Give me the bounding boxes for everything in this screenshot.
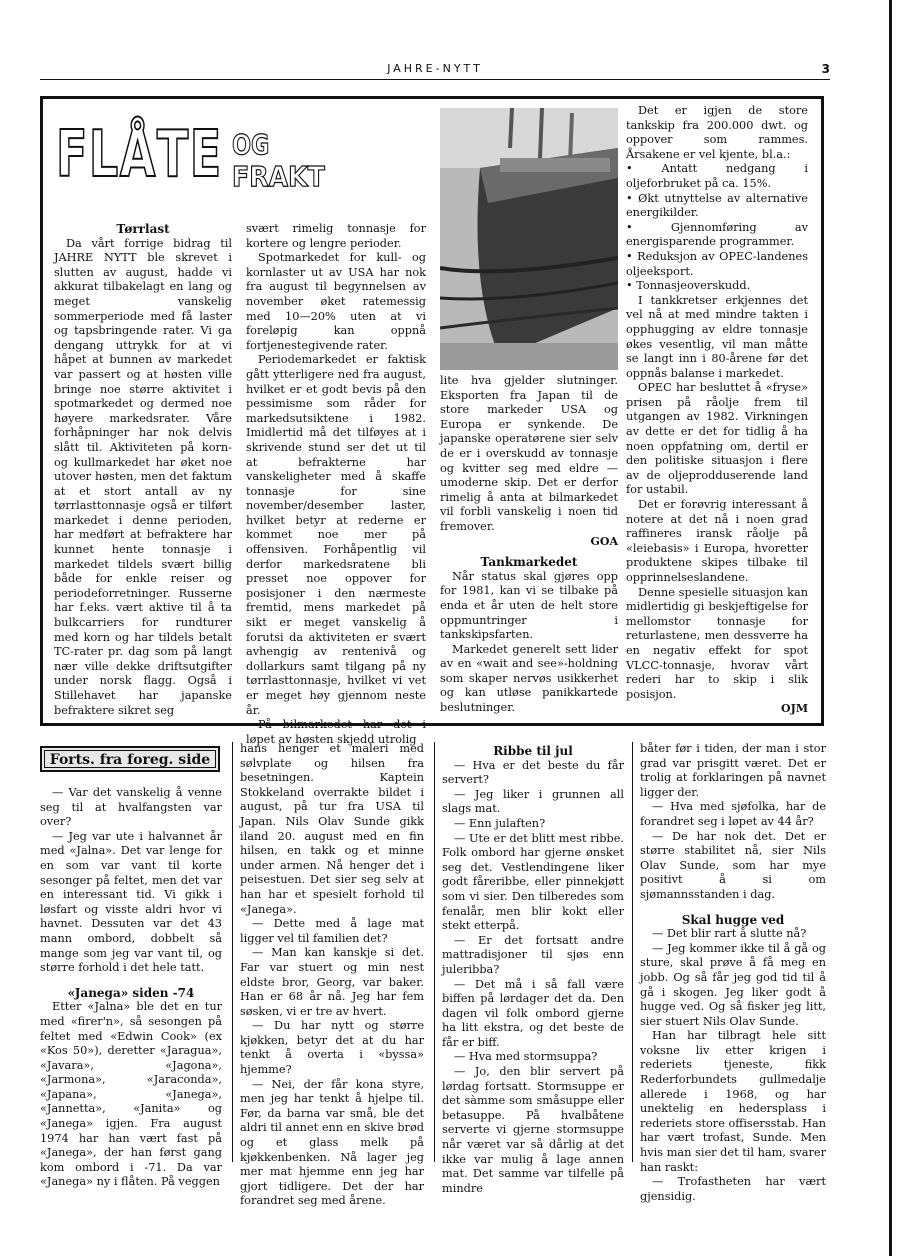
paragraph: Da vårt forrige bidrag til JAHRE NYTT ble skrevet i slutten av august, hadde vi akkurat tilbakelagt en lang og meget vanskelig sommerperiode med få laster og tapsbringende rater. Vi ga dengang uttrykk for at vi håpet at bunnen av markedet var passert og at høsten ville bringe noe større aktivitet i spotmarkedet og dermed noe høyere markedsrater. Våre forhåpninger har nok delvis slått til. Aktiviteten på korn- og kullmarkedet har øket noe utover høsten, men det faktum at et stort antall av ny tørrlasttonnasje også er tilført markedet i denne perioden, har medført at befraktere har kunnet hente tonnasje i markedet tildels svært billig både for enkle reiser og periodeforretninger. Russerne har f.eks. vært aktive til å ta bulkcarriers for rundturer med korn og har tildels betalt TC-rater pr. dag som på langt nær ville dekke driftsutgifter under norsk flagg. Også i Stillehavet har japanske befraktere sikret seg [54,236,232,717]
bullet-item: • Økt utnyttelse av alternative energikilder. [626,191,808,220]
paragraph: — Det må i så fall være biffen på lørdager det da. Den dagen vil folk ombord gjerne ha litt ekstra, og det beste de får er biff. [442,977,624,1049]
article-column-1 [54,222,232,718]
paragraph: svært rimelig tonnasje for kortere og lengre perioder. [246,222,426,250]
title-flate: FLÅTE [56,118,223,192]
paragraph: Det er forøvrig interessant å notere at det nå i noen grad raffineres iransk råolje på «leiebasis» i Europa, hvoretter produktene skipes tilbake til opprinnelseslandene. [626,498,808,584]
ship-photo [440,108,618,370]
section-heading-janega: «Janega» siden -74 [67,985,195,1000]
continued-from-previous-label [40,746,220,772]
paragraph: Etter «Jalna» ble det en tur med «firer'n», så sesongen på feltet med «Edwin Cook» (ex «Kos 50»), deretter «Jaragua», «Javara», «Jagona», «Jarmona», «Jaraconda», «Japana», «Janega», «Jannetta», «Janita» og «Janega» igjen. Fra august 1974 har han vært fast på «Janega», der han først gang kom ombord i -71. Da var «Janega» ny i flåten. På veggen [40,1000,222,1189]
column-divider [434,742,435,1162]
paragraph: På bilmarkedet har det i løpet av høsten skjedd utrolig [246,718,426,746]
article-column-2 [246,222,426,747]
paragraph: — Var det vanskelig å venne seg til at hvalfangsten var over? [40,786,222,829]
author-signature-ojm: OJM [781,702,808,716]
lower-column-4 [640,742,826,1204]
lower-column-3 [442,744,624,1196]
publication-title: JAHRE-NYTT [387,62,483,75]
paragraph: Periodemarkedet er faktisk gått ytterligere ned fra august, hvilket er et godt bevis på den pessimisme som råder for markedsutsiktene i 1982. Imidlertid må det tilføyes at i skrivende stund ser det ut til at befrakterne har vanskeligheter med å skaffe tonnasje for sine november/desember laster, hvilket betyr at rederne er kommet noe mer på offensiven. Forhåpentlig vil derfor markedsratene bli presset noe oppover for posisjoner i den nærmeste fremtid, mens markedet på sikt er meget vanskelig å forutsi da aktiviteten er svært avhengig av rentenivå og dollarkurs samt tilgang på ny tørrlasttonnasje, hvilket vi vet er meget høy gjennom neste år. [246,353,426,717]
paragraph: — Enn julaften? [454,816,546,830]
paragraph: Det er igjen de store tankskip fra 200.000 dwt. og oppover som rammes. Årsakene er vel kjente, bl.a.: [626,104,808,161]
paragraph: — Jeg kommer ikke til å gå og sture, skal prøve å få meg en jobb. Og så får jeg god tid til å gå i skogen. Jeg liker godt å hugge ved. Og så fisker jeg litt, sier stuert Nils Olav Sunde. [640,941,826,1028]
paragraph: — Man kan kanskje si det. Far var stuert og min nest eldste bror, Georg, var baker. Han er 68 år nå. Jeg har fem søsken, vi er tre av hvert. [240,946,424,1018]
paragraph: Denne spesielle situasjon kan midlertidig gi beskjeftigelse for mellomstor tonnasje for returlastene, men dessverre ha en negativ effekt for spot VLCC-tonnasje, hvorav vårt rederi har to skip i slik posisjon. [626,585,808,701]
paragraph: Når status skal gjøres opp for 1981, kan vi se tilbake på enda et år uten de helt store oppmuntringer i tankskipsfarten. [440,569,618,642]
column-divider [632,742,633,1162]
article-title [48,108,325,198]
paragraph: lite hva gjelder slutninger. Eksporten fra Japan til de store markeder USA og Europa er synkende. De japanske operatørene sier selv de er i overskudd av tonnasje og kvitter seg med eldre — umoderne skip. Det er derfor rimelig å anta at bilmarkedet vil forbli vanskelig i noen tid fremover. [440,374,618,533]
paragraph: — Jeg liker i grunnen all slags mat. [442,787,624,816]
bullet-item: • Antatt nedgang i oljeforbruket på ca. 15%. [626,162,808,190]
column-divider [232,742,233,1162]
title-frakt: FRAKT [232,160,325,193]
section-heading-torrlast: Tørrlast [116,222,170,236]
paragraph: — Trofastheten har vært gjensidig. [640,1175,826,1203]
lower-column-2 [240,742,424,1209]
page-edge-line [889,0,892,1256]
title-og: OG [232,128,270,161]
bullet-item: • Tonnasjeoverskudd. [626,279,751,293]
paragraph: Han har tilbragt hele sitt voksne liv etter krigen i rederiets tjeneste, fikk Rederforbundets gullmedalje allerede i 1968, og har unektelig en hedersplass i rederiets store offisersstab. Han har vært trofast, Sunde. Men hvis man sier det til ham, svarer han raskt: [640,1029,826,1174]
header-rule [40,79,830,80]
paragraph: — Jeg var ute i halvannet år med «Jalna». Det var lenge for en som var vant til korte sesonger på feltet, men det var en interessant tid. Vi gikk i løsfart og visste aldri hvor vi havnet. Dessuten var det 43 mann ombord, dobbelt så mange som jeg var vant til, og større forhold i det hele tatt. [40,829,222,975]
paragraph: Markedet generelt sett lider av en «wait and see»-holdning som skaper nervøs usikkerhet og kan utløse panikkartede beslutninger. [440,642,618,715]
paragraph: — De har nok det. Det er større stabilitet nå, sier Nils Olav Sunde, som har mye positivt å si om sjømannsstanden i dag. [640,829,826,901]
paragraph: — Nei, der får kona styre, men jeg har tenkt å hjelpe til. Før, da barna var små, ble det aldri til annet enn en skive brød og et glass melk på kjøkkenbenken. Nå lager jeg mer mat hjemme enn jeg har gjort tidligere. Det der har forandret seg med årene. [240,1077,424,1208]
paragraph: — Er det fortsatt andre mattradisjoner til sjøs enn juleribba? [442,933,624,976]
section-heading-hugge-ved: Skal hugge ved [681,912,785,927]
bullet-item: • Reduksjon av OPEC-landenes oljeeksport. [626,249,808,278]
paragraph: — Det blir rart å slutte nå? [652,927,807,941]
article-column-4 [626,104,808,717]
paragraph: hans henger et maleri med sølvplate og hilsen fra besetningen. Kaptein Stokkeland overrakte bildet i august, på tur fra USA til Japan. Nils Olav Sunde gikk iland 20. august med en fin hilsen, en takk og et minne under armen. Nå henger det i peisestuen. Det sier seg selv at han har et spesielt forhold til «Janega». [240,742,424,916]
page-header [40,60,830,80]
paragraph: — Du har nytt og større kjøkken, betyr det at du har tenkt å overta i «byssa» hjemme? [240,1019,424,1077]
lower-column-1 [40,786,222,1190]
paragraph: — Dette med å lage mat ligger vel til familien det? [240,917,424,945]
article-column-3 [440,374,618,716]
paragraph: Spotmarkedet for kull- og kornlaster ut av USA har nok fra august til begynnelsen av november øket ratemessig med 10—20% uten at vi foreløpig kan oppnå fortjenestegivende rater. [246,251,426,352]
paragraph: — Ute er det blitt mest ribbe. Folk ombord har gjerne ønsket seg det. Vestlendingene liker godt fåreribbe, eller pinnekjøtt som vi sier. Den tilberedes som fenalår, men blir kokt eller stekt etterpå. [442,831,624,933]
paragraph: OPEC har besluttet å «fryse» prisen på råolje frem til utgangen av 1982. Virkningen av dette er det for tidlig å ha noen oppfatning om, dertil er den politiske situasjon i flere av de oljeprodduserende land for ustabil. [626,381,808,497]
paragraph: — Hva med stormsuppa? [454,1050,598,1064]
author-signature-goa: GOA [590,534,618,548]
section-heading-tankmarkedet: Tankmarkedet [480,555,578,570]
paragraph: — Hva med sjøfolka, har de forandret seg i løpet av 44 år? [640,800,826,828]
bullet-item: • Gjennomføring av energisparende programmer. [626,220,808,249]
paragraph: — Hva er det beste du får servert? [442,758,624,787]
paragraph: båter før i tiden, der man i stor grad var prisgitt været. Det er trolig at forklaringen på navnet ligger der. [640,742,826,799]
paragraph: I tankkretser erkjennes det vel nå at med mindre takten i opphugging av eldre tonnasje økes vesentlig, vil man måtte se langt inn i 80-årene før det oppnås balanse i markedet. [626,293,808,380]
paragraph: — Jo, den blir servert på lørdag fortsatt. Stormsuppe er det sàmme som småsuppe eller betasuppe. På hvalbåtene serverte vi gjerne stormsuppe når været var så dårlig at det ikke var mulig å lage annen mat. Det samme var tilfelle på mindre [442,1065,624,1195]
page-number: 3 [821,62,830,76]
continued-label-text: Forts. fra foreg. side [44,750,216,768]
section-heading-ribbe: Ribbe til jul [493,744,573,758]
